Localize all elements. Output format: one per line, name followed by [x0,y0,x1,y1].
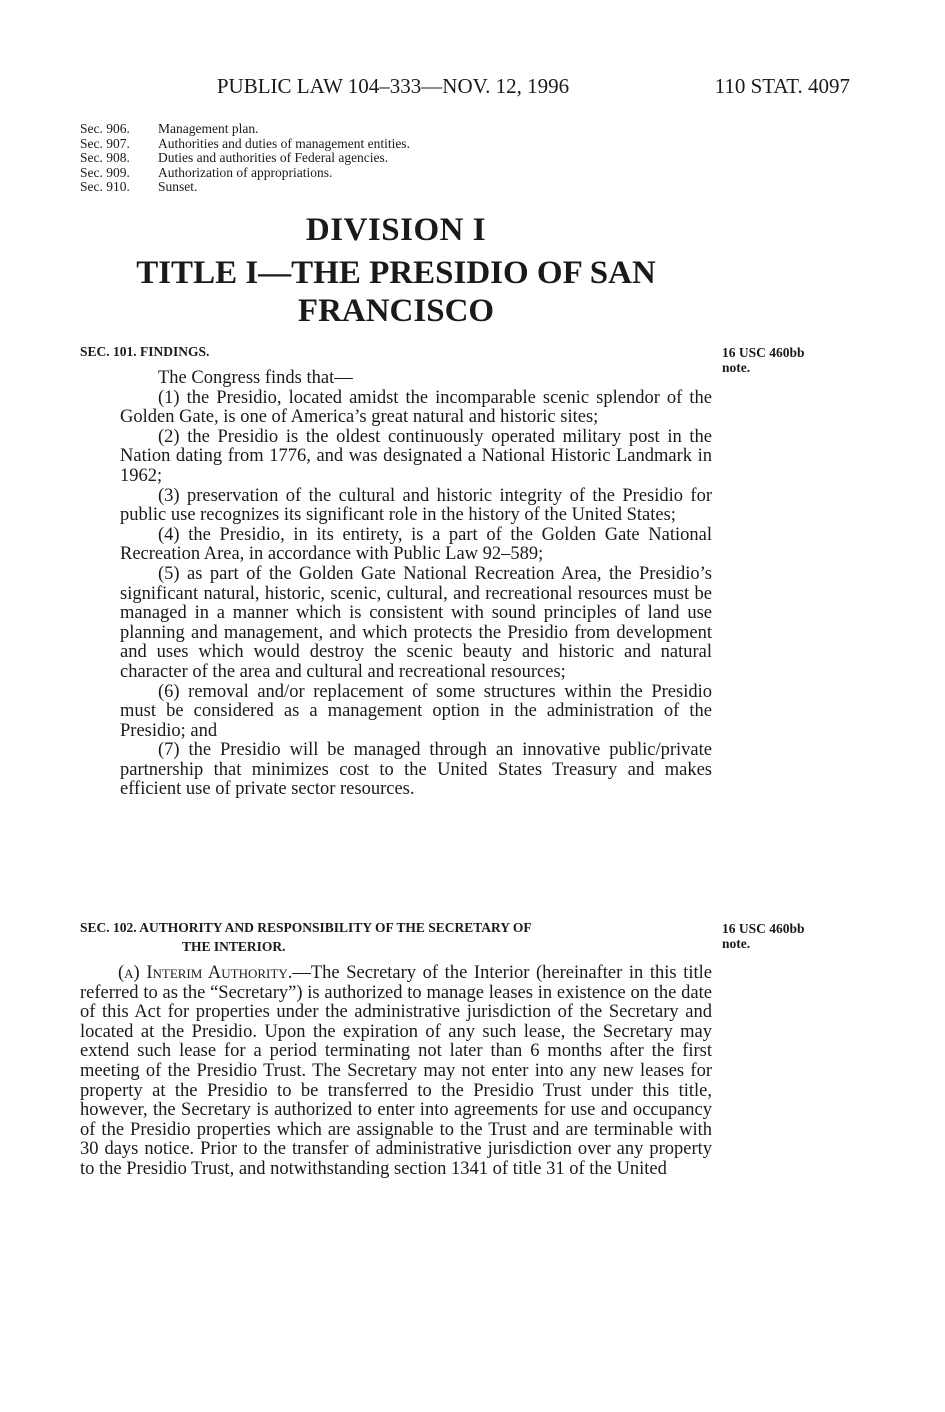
toc-section-number: Sec. 907. [80,135,130,151]
table-of-contents [80,122,680,195]
toc-section-number: Sec. 908. [80,150,130,166]
title-heading [80,254,712,330]
toc-entry [80,137,680,152]
findings-intro: The Congress finds that— [158,368,353,388]
section-102-heading [80,918,720,956]
section-102-heading-line-1: SEC. 102. AUTHORITY AND RESPONSIBILITY OF THE SECRETARY OF [80,920,532,935]
section-101-heading: SEC. 101. FINDINGS. [80,344,210,359]
section-101-body [120,369,712,800]
toc-section-title: Management plan. [158,121,259,136]
running-head [0,74,945,104]
toc-section-title: Duties and authorities of Federal agencies. [158,150,389,166]
finding-paragraph: (2) the Presidio is the oldest continuously operated military post in the Nation dating from 1776, and was designated a National Historic Landmark in 1962; [120,426,712,486]
finding-paragraph: (7) the Presidio will be managed through an innovative public/private partnership that minimizes cost to the United States Treasury and makes efficient use of private sector resources. [120,740,712,800]
division-heading: DIVISION I [305,212,487,248]
running-head-page-number: 110 STAT. 4097 [714,74,850,98]
subsection-a-text: —The Secretary of the Interior (hereinafter in this title referred to as the “Secretary”) is authorized to manage leases in existence on the date of this Act for properties under the administrative jurisdiction of the Secretary and located at the Presidio. Upon the expiration of any such lease, the Secretary may extend such lease for a period terminating not later than 6 months after the first meeting of the Presidio Trust. The Secretary may not enter into any new leases for property at the Presidio to be transferred to the Presidio Trust under this title, however, the Secretary is authorized to enter into agreements for use and occupancy of the Presidio properties which are assignable to the Trust and are terminable with 30 days notice. Prior to the transfer of administrative jurisdiction over any property to the Presidio Trust, and notwithstanding section 1341 of title 31 of the United [80,963,712,1179]
toc-section-title: Authorization of appropriations. [158,164,333,180]
toc-entry [80,151,680,166]
subsection-a-label: (a) Interim Authority. [118,963,293,983]
margin-note-label: note. [722,936,751,951]
margin-note-label: note. [722,360,751,375]
finding-paragraph: (3) preservation of the cultural and historic integrity of the Presidio for public use recognizes its significant role in the history of the United States; [120,485,712,526]
toc-entry [80,122,680,137]
finding-paragraph: (4) the Presidio, in its entirety, is a part of the Golden Gate National Recreation Area, in accordance with Public Law 92–589; [120,524,712,565]
title-heading-line-1: TITLE I—THE PRESIDIO OF SAN [136,255,656,291]
toc-section-title: Sunset. [158,179,198,195]
finding-paragraph: (6) removal and/or replacement of some structures within the Presidio must be considered as a management option in the administration of the Presidio; and [120,681,712,741]
margin-note-citation: 16 USC 460bb [722,345,805,360]
toc-entry [80,166,680,181]
section-102-body [80,964,712,1180]
margin-note-citation: 16 USC 460bb [722,921,805,936]
section-101-margin-note [722,345,842,375]
toc-entry [80,180,680,195]
running-head-citation: PUBLIC LAW 104–333—NOV. 12, 1996 [216,74,570,98]
section-102-heading-line-2: THE INTERIOR. [182,939,286,954]
finding-paragraph: (5) as part of the Golden Gate National Recreation Area, the Presidio’s significant natural, historic, scenic, cultural, and recreational resources must be managed in a manner which is consistent with sound principles of land use planning and management, and which protects the Presidio from development and uses which would destroy the scenic beauty and historic and natural character of the area and cultural and recreational resources; [120,563,712,682]
finding-paragraph: (1) the Presidio, located amidst the incomparable scenic splendor of the Golden Gate, is one of America’s great natural and historic sites; [120,387,712,428]
toc-section-title: Authorities and duties of management entities. [158,135,410,151]
toc-section-number: Sec. 909. [80,164,130,180]
subsection-a-paragraph [80,964,712,1180]
toc-section-number: Sec. 906. [80,121,130,136]
toc-section-number: Sec. 910. [80,179,130,195]
title-heading-line-2: FRANCISCO [297,293,495,329]
section-102-margin-note [722,921,842,951]
